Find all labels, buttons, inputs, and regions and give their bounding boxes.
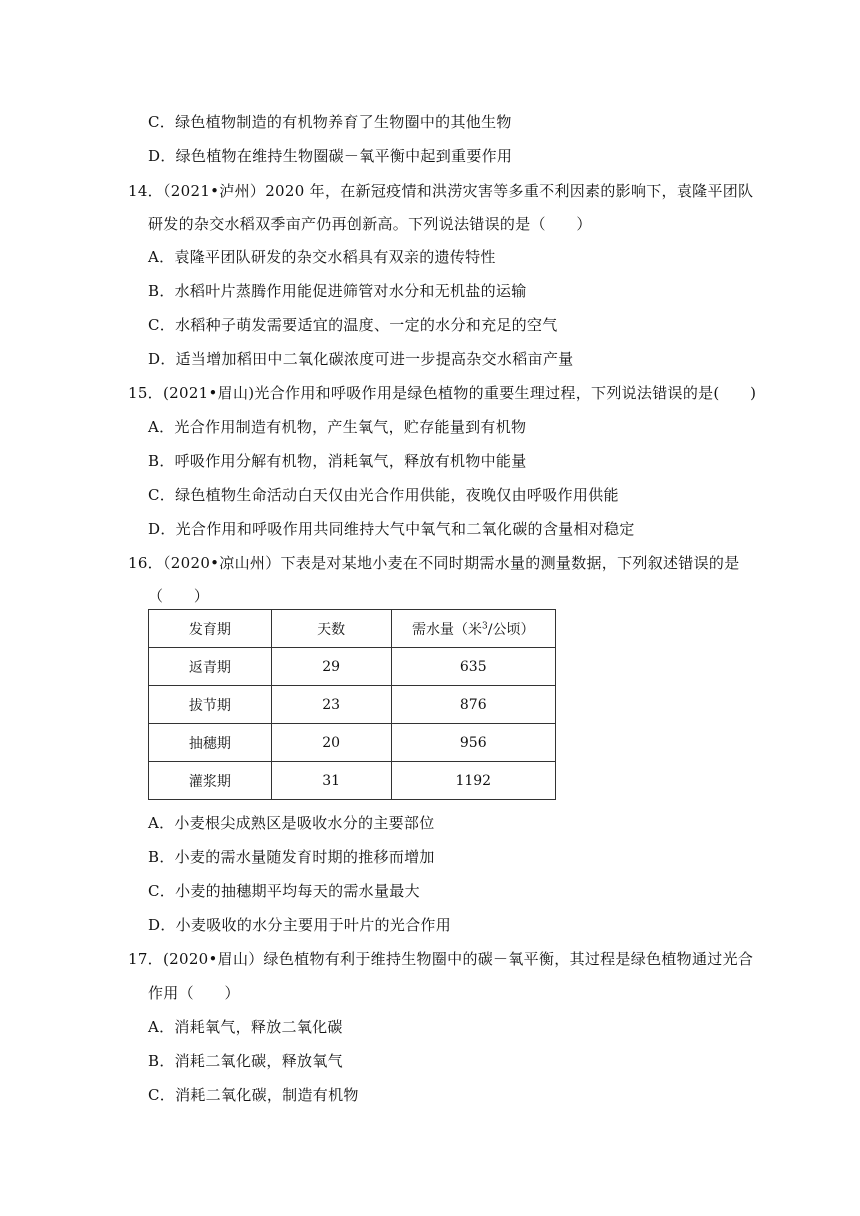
table-header-cell: 发育期	[149, 610, 272, 648]
q17-option-b: B．消耗二氧化碳，释放氧气	[148, 1052, 343, 1070]
table-cell: 拔节期	[149, 686, 272, 724]
q14-option-c: C．水稻种子萌发需要适宜的温度、一定的水分和充足的空气	[148, 316, 558, 334]
table-row	[149, 724, 556, 762]
q16-stem-line1: 16．（2020•凉山州）下表是对某地小麦在不同时期需水量的测量数据，下列叙述错误的是	[128, 554, 740, 572]
q17-stem-line2: 作用（ ）	[148, 984, 240, 1002]
table-cell: 20	[271, 724, 391, 762]
water-demand-table	[148, 609, 556, 800]
q13-option-c: C．绿色植物制造的有机物养育了生物圈中的其他生物	[148, 113, 512, 131]
q15-option-c: C．绿色植物生命活动白天仅由光合作用供能，夜晚仅由呼吸作用供能	[148, 486, 619, 504]
table-cell: 返青期	[149, 648, 272, 686]
q15-option-a: A．光合作用制造有机物，产生氧气，贮存能量到有机物	[148, 418, 527, 436]
table-header-cell	[391, 610, 555, 648]
q15-stem-line1: 15．(2021•眉山)光合作用和呼吸作用是绿色植物的重要生理过程，下列说法错误的是( )	[128, 384, 757, 402]
q16-option-a: A．小麦根尖成熟区是吸收水分的主要部位	[148, 814, 435, 832]
table-cell: 1192	[391, 762, 555, 800]
q16-option-b: B．小麦的需水量随发育时期的推移而增加	[148, 848, 435, 866]
q17-option-a: A．消耗氧气，释放二氧化碳	[148, 1018, 343, 1036]
table-cell: 29	[271, 648, 391, 686]
q17-option-c: C．消耗二氧化碳，制造有机物	[148, 1086, 359, 1104]
q13-option-d: D．绿色植物在维持生物圈碳－氧平衡中起到重要作用	[148, 147, 513, 165]
header-superscript: 3	[482, 620, 488, 631]
table-header-cell: 天数	[271, 610, 391, 648]
q16-option-d: D．小麦吸收的水分主要用于叶片的光合作用	[148, 916, 452, 934]
table-cell: 抽穗期	[149, 724, 272, 762]
table-row	[149, 686, 556, 724]
table-cell: 23	[271, 686, 391, 724]
table-cell: 956	[391, 724, 555, 762]
table-row	[149, 648, 556, 686]
q16-stem-line2: （ ）	[148, 587, 210, 605]
table-header-row	[149, 610, 556, 648]
q14-option-d: D．适当增加稻田中二氧化碳浓度可进一步提高杂交水稻亩产量	[148, 350, 574, 368]
header-text-unit: /公顷）	[487, 621, 535, 638]
q17-stem-line1: 17．(2020•眉山）绿色植物有利于维持生物圈中的碳－氧平衡，其过程是绿色植物通过光合	[128, 950, 754, 968]
table-row	[149, 762, 556, 800]
table-cell: 灌浆期	[149, 762, 272, 800]
q15-option-b: B．呼吸作用分解有机物，消耗氧气，释放有机物中能量	[148, 452, 527, 470]
q14-option-a: A．袁隆平团队研发的杂交水稻具有双亲的遗传特性	[148, 248, 496, 266]
q14-stem-line2: 研发的杂交水稻双季亩产仍再创新高。下列说法错误的是（ ）	[148, 215, 592, 233]
q15-option-d: D．光合作用和呼吸作用共同维持大气中氧气和二氧化碳的含量相对稳定	[148, 520, 635, 538]
q16-option-c: C．小麦的抽穗期平均每天的需水量最大	[148, 882, 420, 900]
q14-option-b: B．水稻叶片蒸腾作用能促进筛管对水分和无机盐的运输	[148, 282, 527, 300]
table-cell: 31	[271, 762, 391, 800]
q14-stem-line1: 14．（2021•泸州）2020 年，在新冠疫情和洪涝灾害等多重不利因素的影响下，袁隆平团队	[128, 182, 754, 200]
table-cell: 876	[391, 686, 555, 724]
header-text: 需水量（米	[412, 621, 483, 638]
table-cell: 635	[391, 648, 555, 686]
